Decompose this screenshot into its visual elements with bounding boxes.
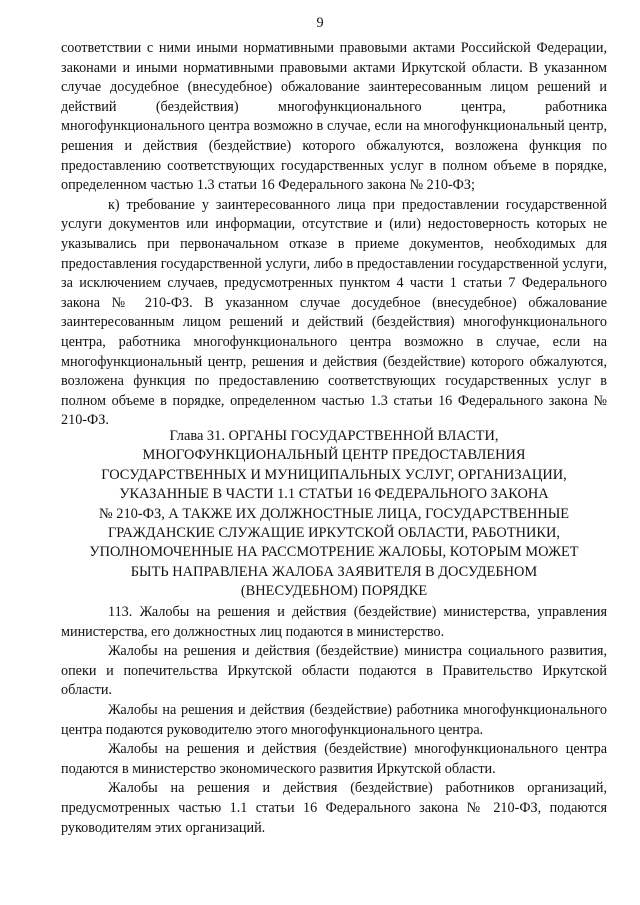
heading-line: № 210-ФЗ, А ТАКЖЕ ИХ ДОЛЖНОСТНЫЕ ЛИЦА, ГОСУДАРСТВЕННЫЕ [98,505,570,522]
heading-line: ГОСУДАРСТВЕННЫХ И МУНИЦИПАЛЬНЫХ УСЛУГ, ОРГАНИЗАЦИИ, [101,466,567,483]
paragraph-item-k: к) требование у заинтересованного лица при предоставлении государственной услуги документов или информации, отсутствие и (или) недостоверность которых не указывались при первоначальном отказе в приеме документов, необходимых для предоставления государственной услуги, либо в предоставлении государственной услуги, за исключением случаев, предусмотренных пунктом 4 части 1 статьи 7 Федерального закона № 210-ФЗ. В указанном случае досудебное (внесудебное) обжалование заинтересованным лицом решений и действий (бездействия) многофункционального центра, работника многофункционального центра возможно в случае, если на многофункциональный центр, решения и действия (бездействие) которого обжалуются, возложена функция по предоставлению соответствующих государственных услуг в полном объеме в порядке, определенном частью 1.3 статьи 16 Федерального закона № 210-ФЗ. [61,196,607,429]
heading-line: БЫТЬ НАПРАВЛЕНА ЖАЛОБА ЗАЯВИТЕЛЯ В ДОСУДЕБНОМ [130,563,538,580]
paragraph-complaint-mfc: Жалобы на решения и действия (бездействие) многофункционального центра подаются в министерство экономического развития Иркутской области. [61,741,607,777]
heading-line: УКАЗАННЫЕ В ЧАСТИ 1.1 СТАТЬИ 16 ФЕДЕРАЛЬНОГО ЗАКОНА [119,486,549,503]
heading-line: (ВНЕСУДЕБНОМ) ПОРЯДКЕ [240,583,428,600]
heading-line: МНОГОФУНКЦИОНАЛЬНЫЙ ЦЕНТР ПРЕДОСТАВЛЕНИЯ [142,447,526,464]
paragraph-complaint-organizations: Жалобы на решения и действия (бездействие) работников организаций, предусмотренных частью 1.1 статьи 16 Федерального закона № 210-ФЗ, подаются руководителям этих организаций. [61,780,607,836]
chapter-heading [80,427,588,602]
paragraph-continuation: соответствии с ними иными нормативными правовыми актами Российской Федерации, законами и иными нормативными правовыми актами Иркутской области. В указанном случае досудебное (внесудебное) обжалование заинтересованным лицом решений и действий (бездействия) многофункционального центра, работника многофункционального центра возможно в случае, если на многофункциональный центр, решения и действия (бездействие) которого обжалуются, возложена функция по предоставлению соответствующих государственных услуг в полном объеме в порядке, определенном частью 1.3 статьи 16 Федерального закона № 210-ФЗ; [61,40,607,194]
heading-line: УПОЛНОМОЧЕННЫЕ НА РАССМОТРЕНИЕ ЖАЛОБЫ, КОТОРЫМ МОЖЕТ [89,544,579,561]
heading-line: ГРАЖДАНСКИЕ СЛУЖАЩИЕ ИРКУТСКОЙ ОБЛАСТИ, РАБОТНИКИ, [107,525,560,542]
heading-line: Глава 31. ОРГАНЫ ГОСУДАРСТВЕННОЙ ВЛАСТИ, [169,428,499,444]
bottom-text-block [61,603,607,838]
paragraph-complaint-minister: Жалобы на решения и действия (бездействие) министра социального развития, опеки и попечительства Иркутской области подаются в Правительство Иркутской области. [61,643,607,699]
top-text-block [61,39,607,431]
paragraph-complaint-mfc-worker: Жалобы на решения и действия (бездействие) работника многофункционального центра подаются руководителю этого многофункционального центра. [61,701,607,738]
paragraph-113: 113. Жалобы на решения и действия (бездействие) министерства, управления министерства, его должностных лиц подаются в министерство. [61,604,607,640]
page-number: 9 [316,15,324,31]
